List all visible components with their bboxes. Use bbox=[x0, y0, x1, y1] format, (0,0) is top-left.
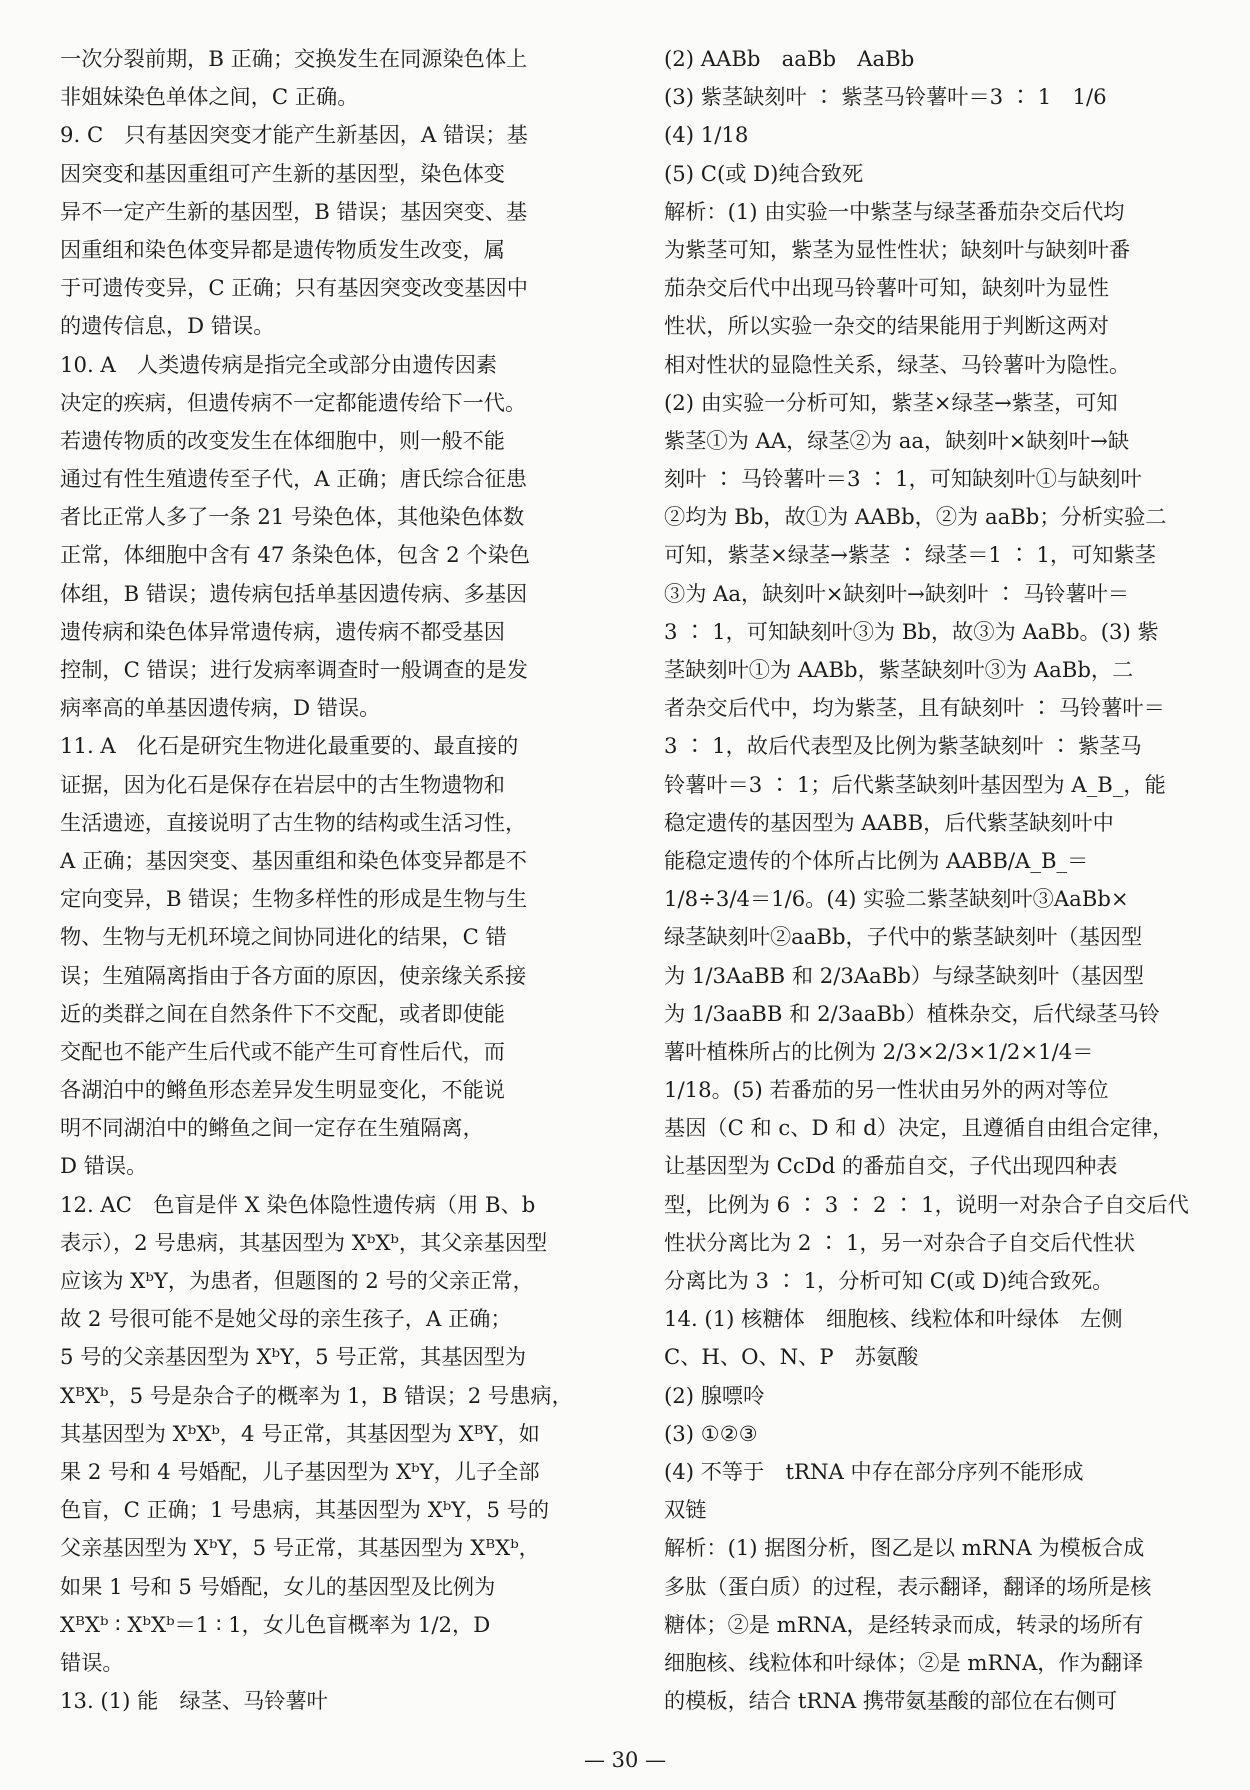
text-line: 的遗传信息，D 错误。 bbox=[60, 313, 275, 339]
text-line: 病率高的单基因遗传病，D 错误。 bbox=[60, 695, 381, 721]
text-line: (5) C(或 D)纯合致死 bbox=[664, 160, 864, 186]
text-line: XᴮXᵇ ∶ XᵇXᵇ＝1 ∶ 1，女儿色盲概率为 1/2，D bbox=[60, 1611, 491, 1637]
text-line: 表示），2 号患病，其基因型为 XᵇXᵇ，其父亲基因型 bbox=[60, 1229, 548, 1255]
text-line: 的模板，结合 tRNA 携带氨基酸的部位在右侧可 bbox=[664, 1688, 1118, 1714]
text-line: 11. A 化石是研究生物进化最重要的、最直接的 bbox=[60, 733, 519, 759]
text-line: 细胞核、线粒体和叶绿体；②是 mRNA，作为翻译 bbox=[664, 1649, 1144, 1675]
text-line: 决定的疾病，但遗传病不一定都能遗传给下一代。 bbox=[60, 389, 527, 415]
text-line: 双链 bbox=[664, 1497, 707, 1523]
text-line: 5 号的父亲基因型为 XᵇY，5 号正常，其基因型为 bbox=[60, 1344, 527, 1370]
text-line: 为 1/3AaBB 和 2/3AaBb）与绿茎缺刻叶（基因型 bbox=[664, 962, 1144, 988]
text-line: (3) ①②③ bbox=[664, 1420, 758, 1446]
text-line: 可知，紫茎×绿茎→紫茎 ∶ 绿茎＝1 ∶ 1，可知紫茎 bbox=[664, 542, 1156, 568]
text-line: 茄杂交后代中出现马铃薯叶可知，缺刻叶为显性 bbox=[664, 275, 1109, 301]
answer-column-right bbox=[664, 40, 1216, 1720]
text-line: 其基因型为 XᵇXᵇ，4 号正常，其基因型为 XᴮY，如 bbox=[60, 1420, 540, 1446]
text-line: 异不一定产生新的基因型，B 错误；基因突变、基 bbox=[60, 198, 528, 224]
text-line: 误；生殖隔离指由于各方面的原因，使亲缘关系接 bbox=[60, 962, 527, 988]
text-line: 正常，体细胞中含有 47 条染色体，包含 2 个染色 bbox=[60, 542, 530, 568]
text-line: 稳定遗传的基因型为 AABB，后代紫茎缺刻叶中 bbox=[664, 809, 1114, 835]
text-line: 解析：(1) 由实验一中紫茎与绿茎番茄杂交后代均 bbox=[664, 198, 1125, 224]
text-line: 错误。 bbox=[60, 1649, 124, 1675]
text-line: 薯叶植株所占的比例为 2/3×2/3×1/2×1/4＝ bbox=[664, 1038, 1094, 1064]
text-line: (2) AABb aaBb AaBb bbox=[664, 46, 915, 71]
text-line: 绿茎缺刻叶②aaBb，子代中的紫茎缺刻叶（基因型 bbox=[664, 924, 1143, 950]
text-line: 1/8÷3/4＝1/6。(4) 实验二紫茎缺刻叶③AaBb× bbox=[664, 886, 1129, 912]
text-line: 物、生物与无机环境之间协同进化的结果，C 错 bbox=[60, 924, 507, 950]
text-line: 多肽（蛋白质）的过程，表示翻译，翻译的场所是核 bbox=[664, 1573, 1152, 1599]
text-line: XᴮXᵇ，5 号是杂合子的概率为 1，B 错误；2 号患病， bbox=[60, 1382, 573, 1408]
text-line: 交配也不能产生后代或不能产生可育性后代，而 bbox=[60, 1038, 505, 1064]
text-line: (4) 不等于 tRNA 中存在部分序列不能形成 bbox=[664, 1458, 1084, 1484]
text-line: 应该为 XᵇY，为患者，但题图的 2 号的父亲正常， bbox=[60, 1268, 534, 1293]
text-line: 茎缺刻叶①为 AABb，紫茎缺刻叶③为 AaBb，二 bbox=[664, 657, 1134, 682]
page-number: — 30 — bbox=[583, 1748, 667, 1772]
text-line: 为紫茎可知，紫茎为显性性状；缺刻叶与缺刻叶番 bbox=[664, 236, 1131, 262]
text-line: 色盲，C 正确；1 号患病，其基因型为 XᵇY，5 号的 bbox=[60, 1497, 550, 1523]
text-line: 因突变和基因重组可产生新的基因型，染色体变 bbox=[60, 160, 505, 186]
text-line: (2) 由实验一分析可知，紫茎×绿茎→紫茎，可知 bbox=[664, 389, 1118, 415]
text-line: 紫茎①为 AA，绿茎②为 aa，缺刻叶×缺刻叶→缺 bbox=[664, 427, 1130, 453]
text-line: (2) 腺嘌呤 bbox=[664, 1382, 765, 1408]
text-line: 明不同湖泊中的鳉鱼之间一定存在生殖隔离， bbox=[60, 1115, 484, 1141]
text-line: 生活遗迹，直接说明了古生物的结构或生活习性， bbox=[60, 809, 527, 835]
text-line: 能稳定遗传的个体所占比例为 AABB/A_B_＝ bbox=[664, 847, 1089, 873]
text-line: 14. (1) 核糖体 细胞核、线粒体和叶绿体 左侧 bbox=[664, 1306, 1123, 1332]
text-line: 非姐妹染色单体之间，C 正确。 bbox=[60, 84, 359, 110]
text-line: 于可遗传变异，C 正确；只有基因突变改变基因中 bbox=[60, 275, 528, 301]
text-line: D 错误。 bbox=[60, 1153, 148, 1179]
text-line: (4) 1/18 bbox=[664, 122, 749, 148]
text-line: ②均为 Bb，故①为 AABb，②为 aaBb；分析实验二 bbox=[664, 504, 1167, 530]
text-line: 各湖泊中的鳉鱼形态差异发生明显变化，不能说 bbox=[60, 1077, 505, 1103]
text-line: 基因（C 和 c、D 和 d）决定，且遵循自由组合定律， bbox=[664, 1115, 1174, 1141]
text-line: 型，比例为 6 ∶ 3 ∶ 2 ∶ 1，说明一对杂合子自交后代 bbox=[664, 1191, 1189, 1217]
text-line: 通过有性生殖遗传至子代，A 正确；唐氏综合征患 bbox=[60, 466, 527, 492]
text-line: 3 ∶ 1，可知缺刻叶③为 Bb，故③为 AaBb。(3) 紫 bbox=[664, 618, 1159, 644]
text-line: 相对性状的显隐性关系，绿茎、马铃薯叶为隐性。 bbox=[664, 351, 1131, 377]
text-line: 遗传病和染色体异常遗传病，遗传病不都受基因 bbox=[60, 618, 505, 644]
text-line: 定向变异，B 错误；生物多样性的形成是生物与生 bbox=[60, 886, 528, 912]
text-line: 性状分离比为 2 ∶ 1，另一对杂合子自交后代性状 bbox=[664, 1229, 1135, 1255]
text-line: 解析：(1) 据图分析，图乙是以 mRNA 为模板合成 bbox=[664, 1535, 1145, 1561]
text-line: 1/18。(5) 若番茄的另一性状由另外的两对等位 bbox=[664, 1077, 1109, 1103]
text-line: 9. C 只有基因突变才能产生新基因，A 错误；基 bbox=[60, 122, 528, 148]
text-line: 让基因型为 CcDd 的番茄自交，子代出现四种表 bbox=[664, 1153, 1118, 1179]
text-line: 糖体；②是 mRNA，是经转录而成，转录的场所有 bbox=[664, 1611, 1144, 1637]
text-line: 13. (1) 能 绿茎、马铃薯叶 bbox=[60, 1688, 328, 1714]
text-line: 3 ∶ 1，故后代表型及比例为紫茎缺刻叶 ∶ 紫茎马 bbox=[664, 733, 1142, 759]
text-line: 为 1/3aaBB 和 2/3aaBb）植株杂交，后代绿茎马铃 bbox=[664, 1000, 1160, 1026]
text-line: 如果 1 号和 5 号婚配，女儿的基因型及比例为 bbox=[60, 1573, 496, 1599]
text-line: 刻叶 ∶ 马铃薯叶＝3 ∶ 1，可知缺刻叶①与缺刻叶 bbox=[664, 466, 1142, 492]
text-line: 近的类群之间在自然条件下不交配，或者即使能 bbox=[60, 1000, 505, 1026]
text-line: C、H、O、N、P 苏氨酸 bbox=[664, 1344, 919, 1370]
text-line: 若遗传物质的改变发生在体细胞中，则一般不能 bbox=[60, 427, 505, 453]
text-line: 一次分裂前期，B 正确；交换发生在同源染色体上 bbox=[60, 46, 528, 71]
text-line: 控制，C 错误；进行发病率调查时一般调查的是发 bbox=[60, 657, 528, 682]
text-line: 故 2 号很可能不是她父母的亲生孩子，A 正确； bbox=[60, 1306, 512, 1332]
text-line: A 正确；基因突变、基因重组和染色体变异都是不 bbox=[60, 847, 527, 873]
text-line: 铃薯叶＝3 ∶ 1；后代紫茎缺刻叶基因型为 A_B_，能 bbox=[664, 771, 1166, 797]
text-line: 分离比为 3 ∶ 1，分析可知 C(或 D)纯合致死。 bbox=[664, 1268, 1114, 1293]
answer-column-left bbox=[60, 40, 612, 1720]
text-line: 果 2 号和 4 号婚配，儿子基因型为 XᵇY，儿子全部 bbox=[60, 1458, 540, 1484]
text-line: 性状，所以实验一杂交的结果能用于判断这两对 bbox=[664, 313, 1109, 339]
text-line: 者比正常人多了一条 21 号染色体，其他染色体数 bbox=[60, 504, 525, 530]
text-line: ③为 Aa，缺刻叶×缺刻叶→缺刻叶 ∶ 马铃薯叶＝ bbox=[664, 580, 1130, 606]
text-line: 父亲基因型为 XᵇY，5 号正常，其基因型为 XᴮXᵇ， bbox=[60, 1535, 540, 1561]
text-line: 10. A 人类遗传病是指完全或部分由遗传因素 bbox=[60, 351, 498, 377]
text-line: 证据，因为化石是保存在岩层中的古生物遗物和 bbox=[60, 771, 505, 797]
text-line: (3) 紫茎缺刻叶 ∶ 紫茎马铃薯叶＝3 ∶ 1 1/6 bbox=[664, 84, 1107, 110]
text-line: 12. AC 色盲是伴 X 染色体隐性遗传病（用 B、b bbox=[60, 1191, 536, 1217]
text-line: 者杂交后代中，均为紫茎，且有缺刻叶 ∶ 马铃薯叶＝ bbox=[664, 695, 1165, 721]
text-line: 体组，B 错误；遗传病包括单基因遗传病、多基因 bbox=[60, 580, 528, 606]
text-line: 因重组和染色体变异都是遗传物质发生改变，属 bbox=[60, 236, 505, 262]
